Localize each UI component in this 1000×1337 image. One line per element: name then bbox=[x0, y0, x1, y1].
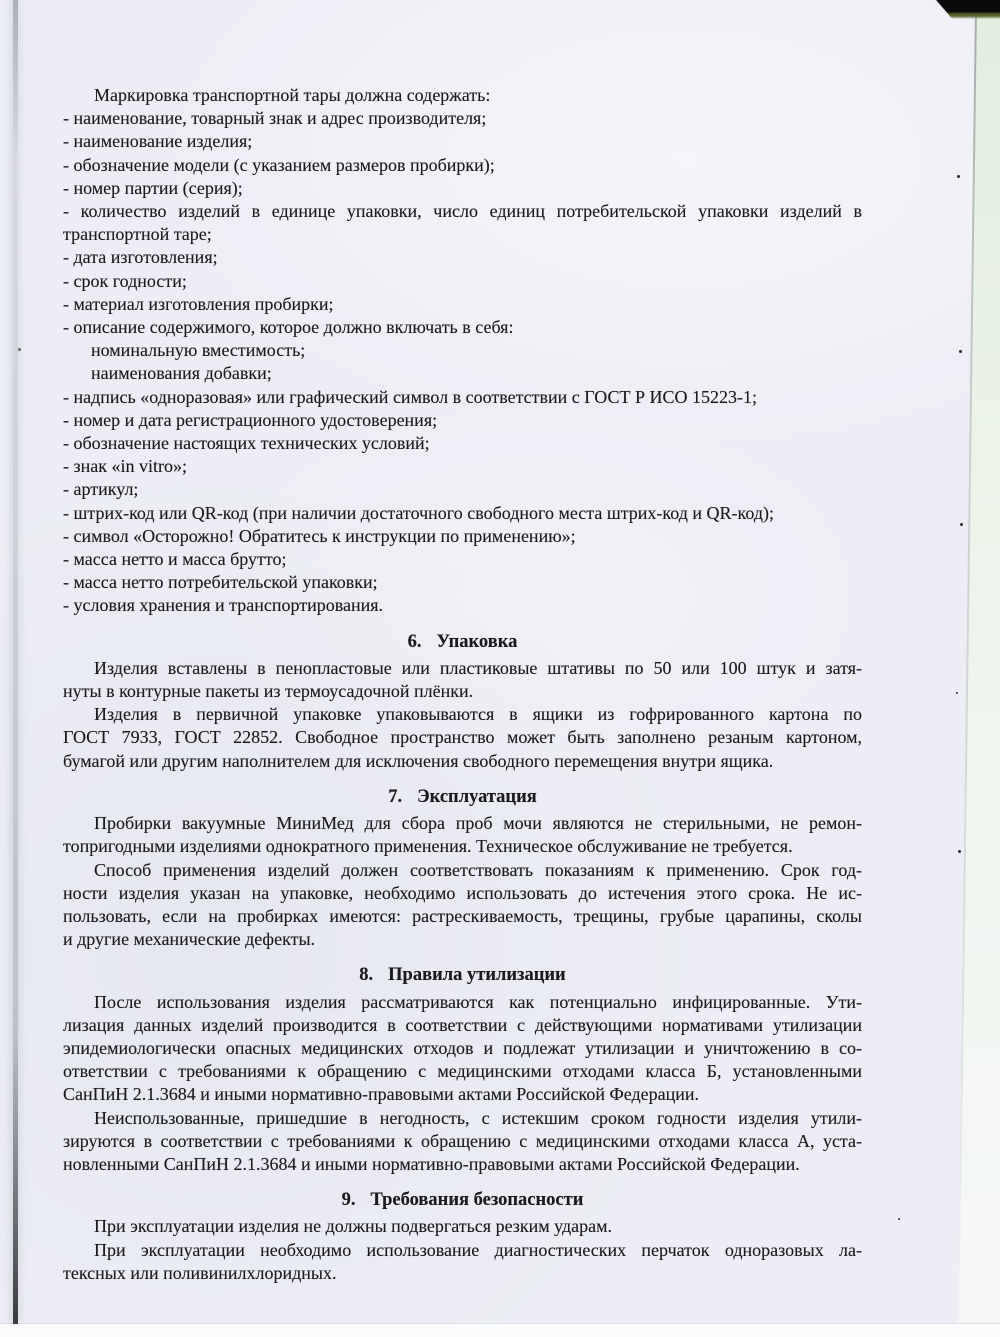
text-line: - количество изделий в единице упаковки, число единиц потребительской упаковки изделий в bbox=[63, 201, 862, 222]
text-line: Маркировка транспортной тары должна содержать: bbox=[94, 85, 491, 105]
text-line: - надпись «одноразовая» или графический символ в соответствии с ГОСТ Р ИСО 15223-1; bbox=[63, 386, 757, 407]
section-number: 8. bbox=[359, 965, 374, 986]
text-line: - условия хранения и транспортирования. bbox=[63, 595, 384, 616]
text-line: зируются в соответствии с требованиями к обращению с медицинскими отходами класса А, уста- bbox=[63, 1130, 862, 1151]
text-line: При эксплуатации изделия не должны подвергаться резким ударам. bbox=[94, 1216, 613, 1237]
text-line: Пробирки вакуумные МиниМед для сбора проб мочи являются не стерильными, не ремон- bbox=[94, 813, 862, 834]
text-line: - номер партии (серия); bbox=[63, 177, 243, 198]
text-line: - масса нетто и масса брутто; bbox=[63, 549, 287, 570]
text-line: наименования добавки; bbox=[91, 363, 272, 384]
text-line: - номер и дата регистрационного удостоверения; bbox=[63, 409, 438, 430]
text-line: ности изделия указан на упаковке, необходимо использовать до истечения этого срока. Не ис- bbox=[63, 882, 862, 903]
text-line: и другие механические дефекты. bbox=[63, 929, 316, 950]
text-line: - наименование, товарный знак и адрес производителя; bbox=[63, 108, 487, 129]
section-title: Правила утилизации bbox=[388, 965, 566, 986]
text-line: нуты в контурные пакеты из термоусадочной плёнки. bbox=[63, 681, 474, 702]
section-number: 6. bbox=[407, 631, 422, 652]
text-line: - масса нетто потребительской упаковки; bbox=[63, 572, 378, 593]
text-line: - знак «in vitro»; bbox=[63, 456, 187, 477]
text-line: - материал изготовления пробирки; bbox=[63, 293, 334, 314]
text-line: бумагой или другим наполнителем для исключения свободного перемещения внутри ящика. bbox=[63, 750, 774, 771]
text-line: - штрих-код или QR-код (при наличии достаточного свободного места штрих-код и QR-код); bbox=[63, 502, 774, 523]
section-heading bbox=[63, 786, 862, 809]
text-line: - дата изготовления; bbox=[63, 247, 218, 268]
section-title: Упаковка bbox=[436, 631, 518, 652]
text-line: топригодными изделиями однократного применения. Техническое обслуживание не требуется. bbox=[63, 836, 793, 857]
text-line: Изделия в первичной упаковке упаковываются в ящики из гофрированного картона по bbox=[94, 704, 862, 725]
text-line: Неиспользованные, пришедшие в негодность, с истекшим сроком годности изделия утили- bbox=[94, 1107, 862, 1128]
text-line: - артикул; bbox=[63, 479, 139, 500]
scan-background-bottom bbox=[0, 1323, 1000, 1337]
section-heading bbox=[63, 964, 862, 987]
text-line: СанПиН 2.1.3684 и иными нормативно-правовыми актами Российской Федерации. bbox=[63, 1084, 699, 1105]
text-line: пользовать, если на пробирках имеются: растрескиваемость, трещины, грубые царапины, сколы bbox=[63, 905, 862, 926]
text-line: лизация данных изделий производится в соответствии с действующими нормативами утилизации bbox=[63, 1014, 862, 1035]
section-heading bbox=[63, 631, 862, 654]
text-line: После использования изделия рассматриваются как потенциально инфицированные. Ути- bbox=[94, 991, 862, 1012]
text-line: транспортной таре; bbox=[63, 224, 212, 245]
text-line: - срок годности; bbox=[63, 270, 187, 291]
section-title: Требования безопасности bbox=[370, 1190, 584, 1211]
document-content bbox=[63, 84, 862, 1285]
text-line: - обозначение модели (с указанием размеров пробирки); bbox=[63, 154, 495, 175]
text-line: ответствии с требованиями к обращению с медицинскими отходами класса Б, установленными bbox=[63, 1061, 862, 1082]
text-line: эпидемиологически опасных медицинских отходов и подлежат утилизации и уничтожению в со- bbox=[63, 1037, 862, 1058]
section-heading bbox=[63, 1189, 862, 1212]
section-number: 9. bbox=[341, 1190, 356, 1211]
text-line: тексных или поливинилхлоридных. bbox=[63, 1262, 337, 1283]
text-line: - наименование изделия; bbox=[63, 131, 253, 152]
scan-left-shadow bbox=[13, 0, 18, 1324]
text-line: - символ «Осторожно! Обратитесь к инструкции по применению»; bbox=[63, 525, 576, 546]
text-line: - описание содержимого, которое должно включать в себя: bbox=[63, 317, 514, 338]
section-number: 7. bbox=[388, 786, 403, 807]
text-line: ГОСТ 7933, ГОСТ 22852. Свободное пространство может быть заполнено резаным картоном, bbox=[63, 727, 862, 748]
text-line: номинальную вместимость; bbox=[91, 340, 306, 361]
text-line: Изделия вставлены в пенопластовые или пластиковые штативы по 50 или 100 штук и затя- bbox=[94, 657, 862, 678]
section-title: Эксплуатация bbox=[417, 786, 537, 807]
text-line: новленными СанПиН 2.1.3684 и иными нормативно-правовыми актами Российской Федерации. bbox=[63, 1153, 800, 1174]
text-line: При эксплуатации необходимо использование диагностических перчаток одноразовых ла- bbox=[94, 1239, 862, 1260]
text-line: - обозначение настоящих технических условий; bbox=[63, 433, 430, 454]
text-line: Способ применения изделий должен соответствовать показаниям к применению. Срок год- bbox=[94, 859, 862, 880]
